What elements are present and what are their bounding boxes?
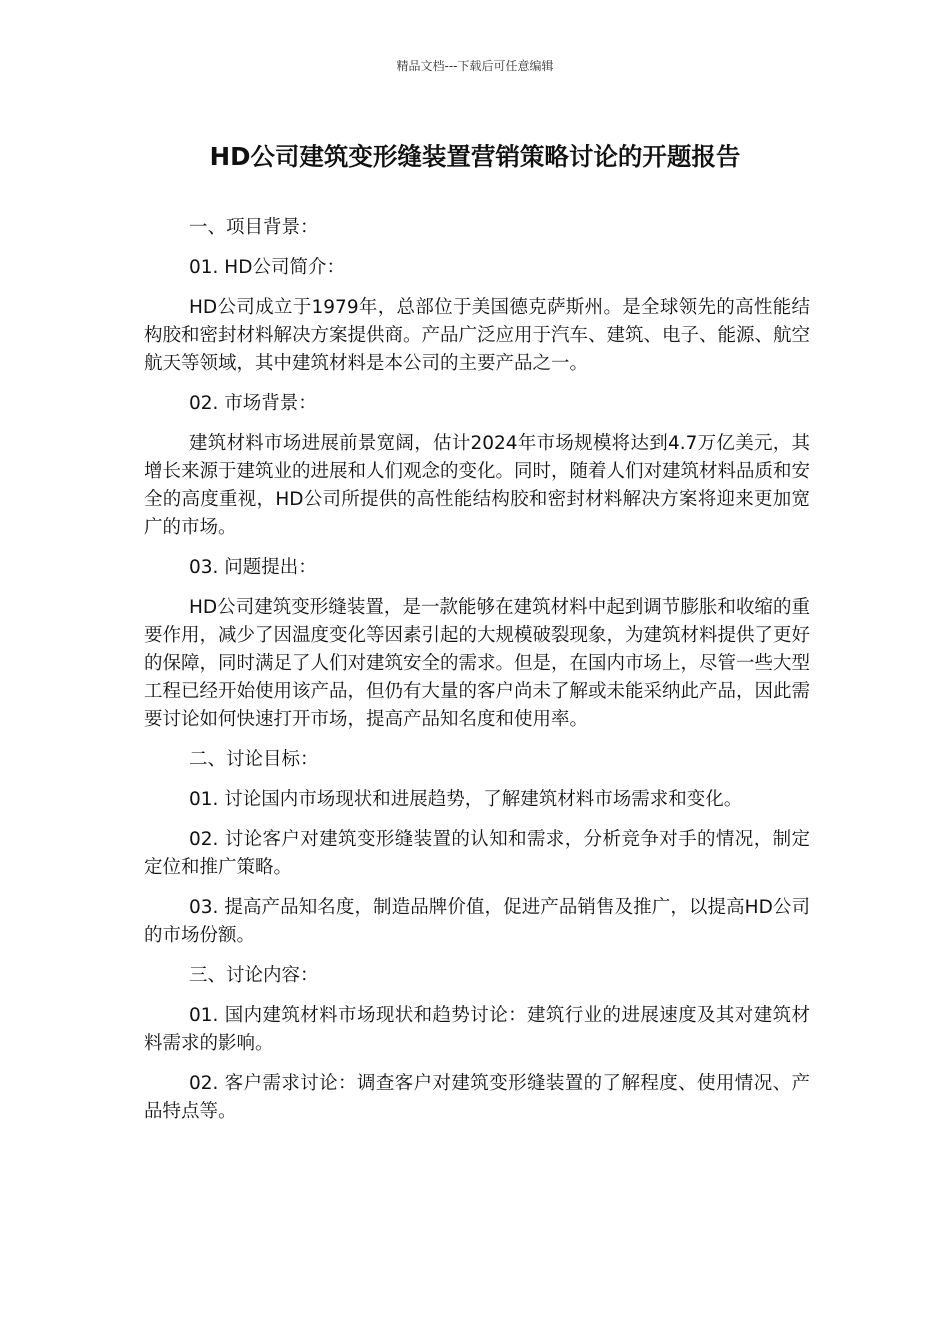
section-heading-background: 一、项目背景： <box>189 217 319 238</box>
document-title: HD公司建筑变形缝装置营销策略讨论的开题报告 <box>209 142 741 171</box>
paragraph-company-intro: HD公司成立于1979年，总部位于美国德克萨斯州。是全球领先的高性能结构胶和密封材料解决方案提供商。产品广泛应用于汽车、建筑、电子、能源、航空航天等领域，其中建筑材料是本公司的主要产品之一。 <box>144 297 811 374</box>
header-note: 精品文档---下载后可任意编辑 <box>396 59 554 73</box>
paragraph-problem: HD公司建筑变形缝装置，是一款能够在建筑材料中起到调节膨胀和收缩的重要作用，减少了因温度变化等因素引起的大规模破裂现象，为建筑材料提供了更好的保障，同时满足了人们对建筑安全的需求。但是，在国内市场上，尽管一些大型工程已经开始使用该产品，但仍有大量的客户尚未了解或未能采纳此产品，因此需要讨论如何快速打开市场，提高产品知名度和使用率。 <box>144 597 811 730</box>
paragraph-market-background: 建筑材料市场进展前景宽阔，估计2024年市场规模将达到4.7万亿美元，其增长来源于建筑业的进展和人们观念的变化。同时，随着人们对建筑材料品质和安全的高度重视，HD公司所提供的高性能结构胶和密封材料解决方案将迎来更加宽广的市场。 <box>144 433 811 538</box>
content-item-2: 02. 客户需求讨论：调查客户对建筑变形缝装置的了解程度、使用情况、产品特点等。 <box>144 1073 810 1122</box>
document-body <box>144 214 810 1138</box>
content-item-1: 01. 国内建筑材料市场现状和趋势讨论：建筑行业的进展速度及其对建筑材料需求的影响。 <box>144 1005 810 1054</box>
subheading-market-background: 02. 市场背景： <box>189 393 317 414</box>
subheading-problem: 03. 问题提出： <box>189 557 317 578</box>
goal-item-1: 01. 讨论国内市场现状和进展趋势，了解建筑材料市场需求和变化。 <box>189 789 743 810</box>
section-heading-goals: 二、讨论目标： <box>189 749 319 770</box>
goal-item-3: 03. 提高产品知名度，制造品牌价值，促进产品销售及推广，以提高HD公司的市场份额。 <box>144 897 810 946</box>
section-heading-content: 三、讨论内容： <box>189 965 319 986</box>
subheading-company-intro: 01. HD公司简介： <box>189 257 345 278</box>
goal-item-2: 02. 讨论客户对建筑变形缝装置的认知和需求，分析竞争对手的情况，制定定位和推广策略。 <box>144 829 810 878</box>
